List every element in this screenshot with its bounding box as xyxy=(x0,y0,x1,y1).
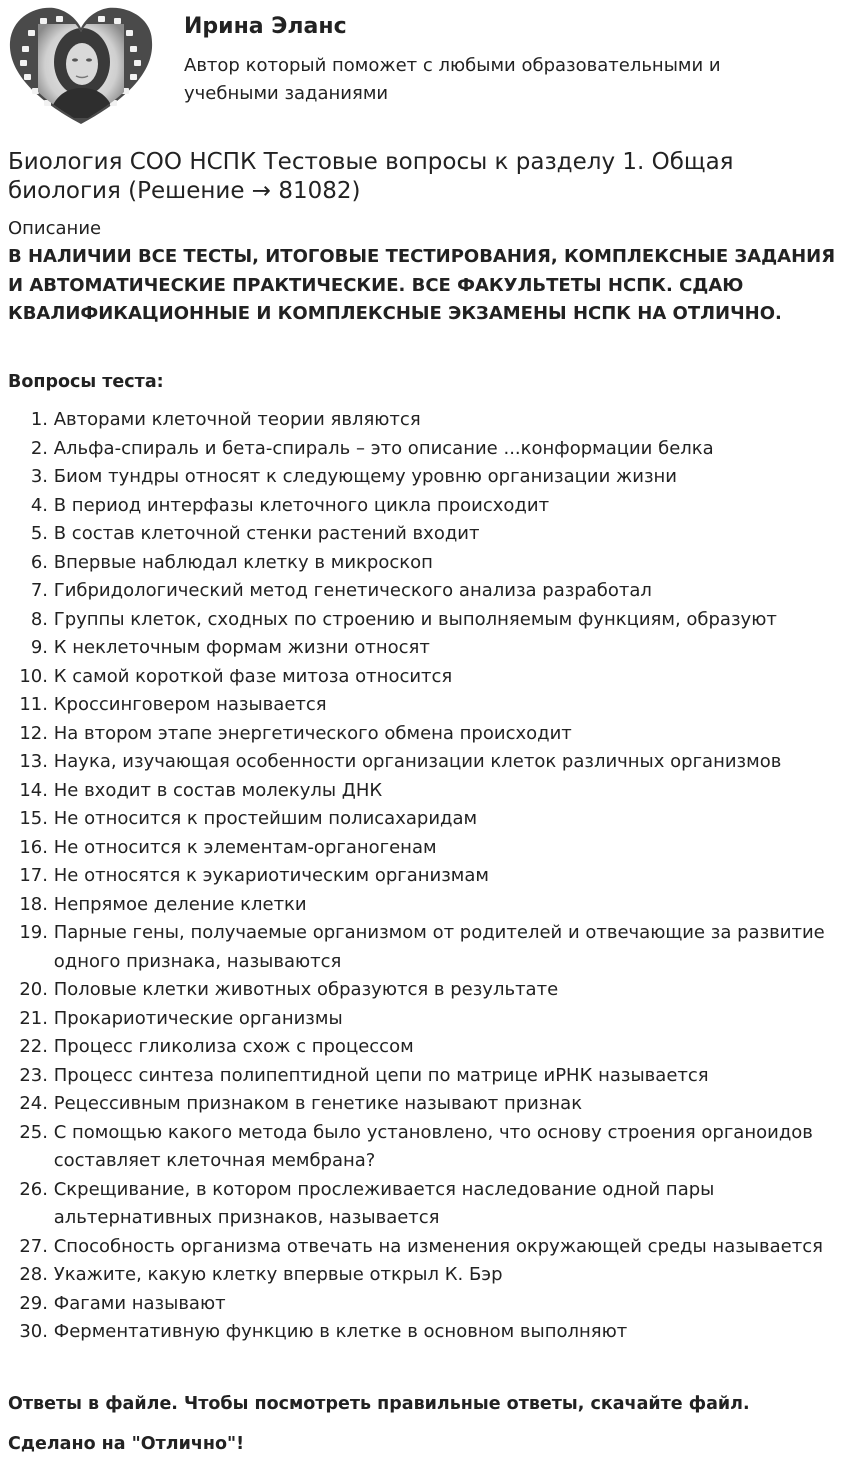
question-text: Группы клеток, сходных по строению и выполняемым функциям, образуют xyxy=(53,608,777,630)
author-name[interactable]: Ирина Эланс xyxy=(184,14,347,39)
question-text: Способность организма отвечать на изменения окружающей среды называется xyxy=(53,1235,823,1257)
description-label: Описание xyxy=(8,218,102,239)
question-number: 23 . xyxy=(8,1062,48,1091)
question-number: 10 . xyxy=(8,663,48,692)
question-item xyxy=(8,520,838,549)
question-text: К самой короткой фазе митоза относится xyxy=(53,665,453,687)
question-item xyxy=(8,919,838,976)
questions-list xyxy=(8,406,838,1347)
question-item xyxy=(8,549,838,578)
question-item xyxy=(8,834,838,863)
question-text: В состав клеточной стенки растений входит xyxy=(53,523,480,544)
question-item xyxy=(8,748,838,777)
question-text: С помощью какого метода было установлено, что основу строения органоидов составляет клеточная мембрана? xyxy=(53,1121,813,1171)
question-item xyxy=(8,1233,838,1262)
question-number: 19 . xyxy=(8,919,48,948)
question-text: Впервые наблюдал клетку в микроскоп xyxy=(53,551,433,573)
question-text: Биом тундры относят к следующему уровню организации жизни xyxy=(53,466,677,487)
question-item xyxy=(8,1005,838,1034)
question-text: Процесс гликолиза схож с процессом xyxy=(53,1036,414,1057)
question-item xyxy=(8,492,838,521)
question-item xyxy=(8,1033,838,1062)
question-text: Не относятся к эукариотическим организмам xyxy=(53,865,489,886)
question-number: 5 . xyxy=(8,520,48,549)
page-title: Биология СОО НСПК Тестовые вопросы к разделу 1. Общая биология (Решение → 81082) xyxy=(8,149,734,204)
question-number: 28 . xyxy=(8,1261,48,1290)
question-number: 16 . xyxy=(8,834,48,863)
question-number: 29 . xyxy=(8,1290,48,1319)
question-number: 20 . xyxy=(8,976,48,1005)
question-text: Скрещивание, в котором прослеживается наследование одной пары альтернативных признаков, называется xyxy=(53,1178,715,1228)
question-item xyxy=(8,663,838,692)
quality-note: Сделано на "Отлично"! xyxy=(8,1434,245,1454)
question-text: Авторами клеточной теории являются xyxy=(53,409,421,430)
questions-label: Вопросы теста: xyxy=(8,372,164,392)
question-item xyxy=(8,435,838,464)
question-number: 6 . xyxy=(8,549,48,578)
question-item xyxy=(8,1062,838,1091)
question-item xyxy=(8,720,838,749)
question-text: К неклеточным формам жизни относят xyxy=(53,637,430,658)
question-number: 22 . xyxy=(8,1033,48,1062)
question-number: 2 . xyxy=(8,435,48,464)
author-card xyxy=(8,6,838,128)
description-text: В НАЛИЧИИ ВСЕ ТЕСТЫ, ИТОГОВЫЕ ТЕСТИРОВАНИЯ, КОМПЛЕКСНЫЕ ЗАДАНИЯ И АВТОМАТИЧЕСКИЕ ПРАКТИЧЕСКИЕ. ВСЕ ФАКУЛЬТЕТЫ НСПК. СДАЮ КВАЛИФИКАЦИОННЫЕ И КОМПЛЕКСНЫЕ ЭКЗАМЕНЫ НСПК НА ОТЛИЧНО. xyxy=(8,246,836,324)
question-text: Ферментативную функцию в клетке в основном выполняют xyxy=(53,1321,628,1342)
question-text: Наука, изучающая особенности организации клеток различных организмов xyxy=(53,751,782,772)
question-number: 15 . xyxy=(8,805,48,834)
question-number: 21 . xyxy=(8,1005,48,1034)
question-number: 4 . xyxy=(8,492,48,521)
question-text: Не относится к элементам-органогенам xyxy=(53,836,437,858)
question-item xyxy=(8,1290,838,1319)
question-number: 14 . xyxy=(8,777,48,806)
question-text: Непрямое деление клетки xyxy=(53,893,307,915)
question-item xyxy=(8,406,838,435)
question-number: 17 . xyxy=(8,862,48,891)
question-text: Процесс синтеза полипептидной цепи по матрице иРНК называется xyxy=(53,1064,709,1086)
question-number: 13 . xyxy=(8,748,48,777)
question-item xyxy=(8,1318,838,1347)
question-text: Фагами называют xyxy=(53,1292,226,1314)
question-item xyxy=(8,634,838,663)
question-item xyxy=(8,577,838,606)
question-text: Гибридологический метод генетического анализа разработал xyxy=(53,580,652,601)
author-avatar-icon[interactable] xyxy=(8,6,154,126)
question-text: Кроссинговером называется xyxy=(53,694,327,715)
question-item xyxy=(8,805,838,834)
question-item xyxy=(8,691,838,720)
question-item xyxy=(8,862,838,891)
question-number: 26 . xyxy=(8,1176,48,1205)
question-number: 9 . xyxy=(8,634,48,663)
question-item xyxy=(8,976,838,1005)
question-number: 8 . xyxy=(8,606,48,635)
question-text: Укажите, какую клетку впервые открыл К. Бэр xyxy=(53,1264,503,1285)
question-item xyxy=(8,1176,838,1233)
question-item xyxy=(8,777,838,806)
question-text: На втором этапе энергетического обмена происходит xyxy=(53,722,572,744)
question-number: 7 . xyxy=(8,577,48,606)
question-item xyxy=(8,606,838,635)
question-item xyxy=(8,463,838,492)
question-number: 3 . xyxy=(8,463,48,492)
question-text: Рецессивным признаком в генетике называют признак xyxy=(53,1093,583,1114)
question-item xyxy=(8,1090,838,1119)
answers-note: Ответы в файле. Чтобы посмотреть правильные ответы, скачайте файл. xyxy=(8,1394,750,1414)
question-text: Не относится к простейшим полисахаридам xyxy=(53,808,478,829)
question-number: 30 . xyxy=(8,1318,48,1347)
question-number: 1 . xyxy=(8,406,48,435)
question-item xyxy=(8,891,838,920)
author-bio: Автор который поможет с любыми образовательными и учебными заданиями xyxy=(184,55,721,104)
question-number: 24 . xyxy=(8,1090,48,1119)
question-text: Половые клетки животных образуются в результате xyxy=(53,979,559,1000)
question-item xyxy=(8,1119,838,1176)
question-number: 27 . xyxy=(8,1233,48,1262)
question-number: 18 . xyxy=(8,891,48,920)
question-number: 25 . xyxy=(8,1119,48,1148)
question-text: Парные гены, получаемые организмом от родителей и отвечающие за развитие одного признака, называются xyxy=(53,922,825,972)
question-item xyxy=(8,1261,838,1290)
question-text: Альфа-спираль и бета-спираль – это описание ...конформации белка xyxy=(53,437,714,459)
question-text: Прокариотические организмы xyxy=(53,1007,343,1029)
question-number: 12 . xyxy=(8,720,48,749)
question-text: Не входит в состав молекулы ДНК xyxy=(53,779,383,801)
question-number: 11 . xyxy=(8,691,48,720)
question-text: В период интерфазы клеточного цикла происходит xyxy=(53,494,550,516)
